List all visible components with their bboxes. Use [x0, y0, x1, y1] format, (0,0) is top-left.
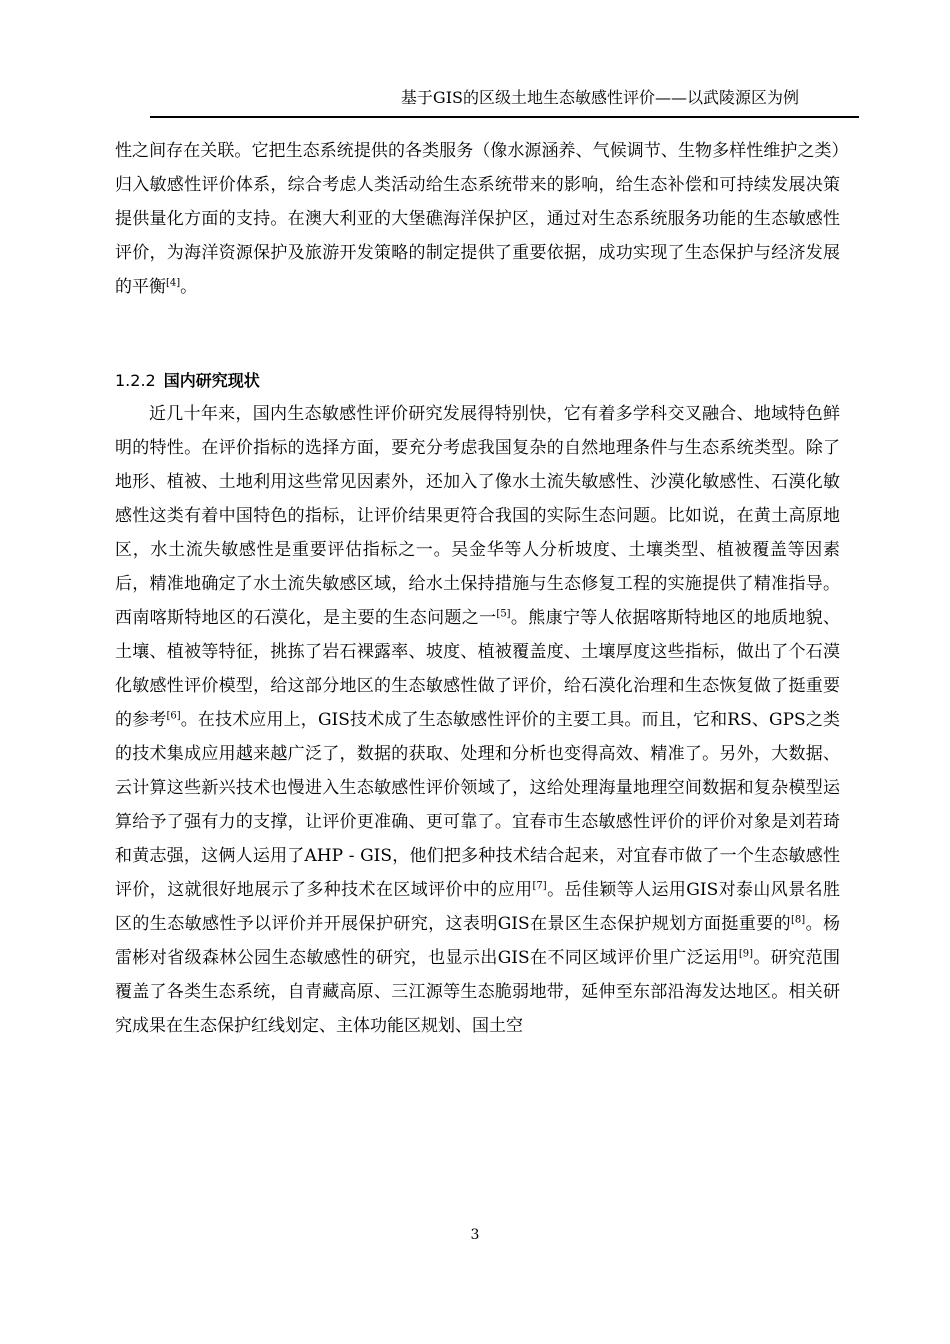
running-header-title: 基于GIS的区级土地生态敏感性评价——以武陵源区为例	[400, 88, 799, 107]
citation-ref: [5]	[496, 608, 511, 620]
paragraph-text: 性之间存在关联。它把生态系统提供的各类服务（像水源涵养、气候调节、生物多样性维护之类）归入敏感性评价体系，综合考虑人类活动给生态系统带来的影响，给生态补偿和可持续发展决策提供量化方面的支持。在澳大利亚的大堡礁海洋保护区，通过对生态系统服务功能的生态敏感性评价，为海洋资源保护及旅游开发策略的制定提供了重要依据，成功实现了生态保护与经济发展的平衡	[115, 141, 840, 297]
paragraph-text: 近几十年来，国内生态敏感性评价研究发展得特别快，它有着多学科交叉融合、地域特色鲜明的特性。在评价指标的选择方面，要充分考虑我国复杂的自然地理条件与生态系统类型。除了地形、植被、土地利用这些常见因素外，还加入了像水土流失敏感性、沙漠化敏感性、石漠化敏感性这类有着中国特色的指标，让评价结果更符合我国的实际生态问题。比如说，在黄土高原地区，水土流失敏感性是重要评估指标之一。吴金华等人分析坡度、土壤类型、植被覆盖等因素后，精准地确定了水土流失敏感区域，给水土保持措施与生态修复工程的实施提供了精准指导。西南喀斯特地区的石漠化，是主要的生态问题之一	[115, 404, 840, 628]
paragraph-text-tail: 。	[180, 277, 198, 297]
paragraph-domestic-research	[115, 397, 840, 1043]
paragraph-text: 。岳佳颖等人运用GIS对泰山风景名胜区的生态敏感性予以评价并开展保护研究，这表明GIS在景区生态保护规划方面挺重要的	[115, 880, 840, 934]
paragraph-text: 。熊康宁等人依据喀斯特地区的地质地貌、土壤、植被等特征，挑拣了岩石裸露率、坡度、植被覆盖度、土壤厚度这些指标，做出了个石漠化敏感性评价模型，给这部分地区的生态敏感性做了评价，给石漠化治理和生态恢复做了挺重要的参考	[115, 608, 841, 730]
paragraph-text: 。在技术应用上，GIS技术成了生态敏感性评价的主要工具。而且，它和RS、GPS之类的技术集成应用越来越广泛了，数据的获取、处理和分析也变得高效、精准了。另外，大数据、云计算这些新兴技术也慢进入生态敏感性评价领域了，这给处理海量地理空间数据和复杂模型运算给予了强有力的支撑，让评价更准确、更可靠了。宜春市生态敏感性评价的评价对象是刘若琦和黄志强，这俩人运用了AHP - GIS，他们把多种技术结合起来，对宜春市做了一个生态敏感性评价，这就很好地展示了多种技术在区域评价中的应用	[115, 710, 840, 900]
running-header	[150, 86, 859, 118]
paragraph-text: 。研究范围覆盖了各类生态系统，自青藏高原、三江源等生态脆弱地带，延伸至东部沿海发达地区。相关研究成果在生态保护红线划定、主体功能区规划、国土空	[115, 948, 841, 1036]
paragraph-text: 。杨雷彬对省级森林公园生态敏感性的研究，也显示出GIS在不同区域评价里广泛运用	[115, 914, 840, 968]
paragraph-continued	[115, 134, 840, 304]
citation-ref: [8]	[791, 914, 806, 926]
citation-ref: [4]	[166, 277, 181, 289]
section-title: 国内研究现状	[163, 371, 260, 390]
page-number: 3	[470, 1227, 480, 1243]
citation-ref: [7]	[532, 880, 547, 892]
section-heading	[115, 369, 260, 393]
section-number: 1.2.2	[115, 371, 156, 390]
citation-ref: [6]	[166, 710, 181, 722]
citation-ref: [9]	[738, 948, 754, 960]
